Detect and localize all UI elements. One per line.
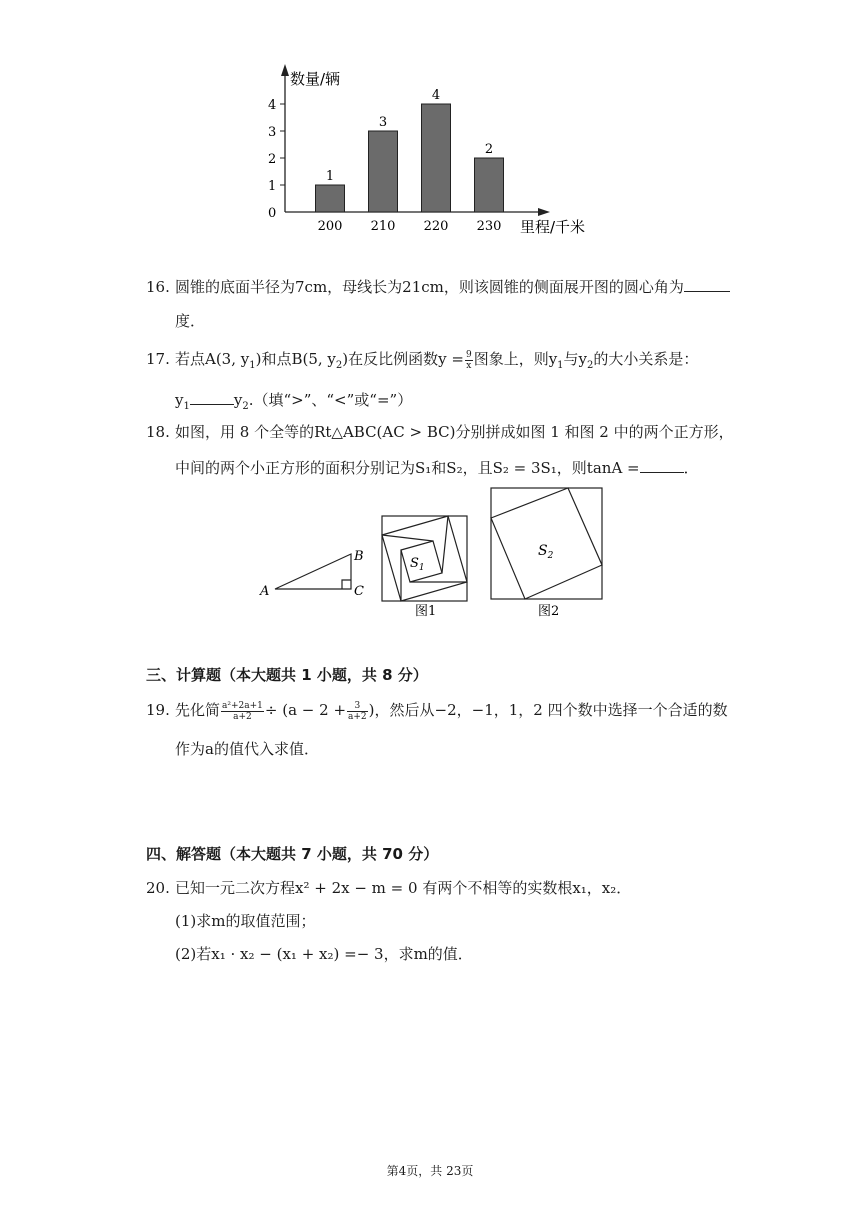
text-part: 图象上，则y (473, 350, 558, 368)
q18-figure (255, 484, 615, 624)
y-tick-label: 3 (268, 125, 277, 140)
section-4-title: 四、解答题（本大题共 7 小题，共 70 分） (146, 845, 439, 863)
x-tick-label-230: 230 (476, 219, 502, 234)
question-18 (146, 422, 734, 442)
question-16-line2: 度． (175, 312, 206, 330)
triangle-shape (275, 554, 351, 589)
y-tick-label: 1 (268, 179, 277, 194)
denominator: a+2 (233, 711, 252, 722)
data-label-230: 2 (484, 142, 494, 157)
label-c: C (354, 584, 364, 599)
y-tick-label: 2 (268, 152, 277, 167)
text-part: )和点B(5, y (255, 350, 336, 368)
figure-1 (382, 516, 467, 601)
question-20-part1: (1)求m的取值范围； (175, 912, 316, 930)
question-text: 如图，用 8 个全等的Rt△ABC(AC > BC)分别拼成如图 1 和图 2 中的两个正方形， (175, 423, 734, 441)
fraction (347, 701, 368, 722)
x-axis-label: 里程/千米 (520, 218, 586, 236)
question-20-part2: (2)若x₁ · x₂ − (x₁ + x₂) =− 3，求m的值． (175, 945, 473, 963)
x-tick-label-210: 210 (370, 219, 396, 234)
subscript: 1 (183, 401, 190, 412)
fraction (221, 701, 264, 722)
question-text: 已知一元二次方程x² + 2x − m = 0 有两个不相等的实数根x₁，x₂． (175, 879, 632, 897)
question-number: 19. (146, 701, 170, 719)
label-a: A (260, 584, 270, 599)
fig1-inner-square (382, 516, 467, 601)
x-tick-label-220: 220 (423, 219, 449, 234)
fig1-edge (382, 535, 433, 541)
s1-sub: 1 (418, 563, 425, 573)
text-part: .（填“>”、“<”或“=”） (248, 391, 413, 409)
question-19 (146, 700, 728, 722)
question-17-line2 (175, 390, 412, 417)
fig1-outer-square (382, 516, 467, 601)
question-text: 中间的两个小正方形的面积分别记为S₁和S₂，且S₂ = 3S₁，则tanA = (175, 459, 640, 477)
fraction (465, 350, 473, 371)
text-part: ． (683, 459, 699, 477)
numerator: 9 (465, 349, 472, 360)
label-s1 (410, 556, 425, 573)
data-label-200: 1 (325, 169, 335, 184)
x-tick-label-200: 200 (317, 219, 343, 234)
question-16 (146, 277, 730, 297)
data-label-210: 3 (378, 115, 388, 130)
subscript: 1 (249, 360, 256, 371)
bar-chart (250, 60, 610, 245)
question-18-line2 (175, 458, 699, 478)
s2-letter: S (538, 543, 548, 559)
caption-fig2: 图2 (538, 604, 560, 619)
triangle-abc (275, 554, 351, 589)
numerator: a²+2a+1 (222, 700, 263, 711)
question-number: 16. (146, 278, 170, 296)
y-tick-label: 0 (268, 206, 277, 221)
text-part: 与y (563, 350, 588, 368)
numerator: 3 (347, 701, 368, 712)
text-part: y (175, 391, 184, 409)
text-part: 的大小关系是： (593, 350, 699, 368)
label-b: B (354, 549, 364, 564)
text-part: 若点A(3, y (175, 350, 250, 368)
subscript: 1 (557, 360, 564, 371)
subscript: 2 (335, 360, 343, 371)
answer-blank (190, 390, 234, 405)
s2-sub: 2 (547, 551, 554, 561)
section-3-title: 三、计算题（本大题共 1 小题，共 8 分） (146, 666, 428, 684)
bar-210 (369, 131, 398, 212)
question-number: 18. (146, 423, 170, 441)
question-number: 20. (146, 879, 170, 897)
y-axis-arrow (281, 64, 289, 76)
text-part: )在反比例函数y = (342, 350, 464, 368)
data-label-220: 4 (431, 88, 441, 103)
y-axis-label: 数量/辆 (290, 70, 341, 88)
label-s2 (538, 543, 554, 561)
question-17 (146, 349, 698, 376)
text-part: 先化简 (175, 701, 221, 719)
text-part: ÷ (a − 2 + (264, 701, 347, 719)
x-axis-arrow (538, 208, 550, 216)
s1-letter: S (410, 556, 419, 571)
denominator: x (466, 360, 472, 371)
text-part: y (233, 391, 243, 409)
y-tick-label: 4 (268, 98, 277, 113)
denominator: a+2 (348, 711, 367, 722)
fig1-edge (442, 516, 448, 573)
question-number: 17. (146, 350, 170, 368)
right-angle-mark (342, 580, 351, 589)
bar-230 (475, 158, 504, 212)
bar-220 (422, 104, 451, 212)
question-19-line2: 作为a的值代入求值． (175, 740, 319, 758)
subscript: 2 (242, 401, 249, 412)
answer-blank (640, 458, 684, 473)
fig1-center-square (401, 541, 442, 582)
answer-blank (684, 277, 730, 292)
text-part: )，然后从−2，−1，1，2 四个数中选择一个合适的数 (368, 701, 728, 719)
page-footer: 第4页，共 23页 (386, 1164, 474, 1178)
chart-root (268, 64, 585, 236)
bar-200 (316, 185, 345, 212)
subscript: 2 (587, 360, 594, 371)
question-20 (146, 878, 631, 898)
question-text: 圆锥的底面半径为7cm，母线长为21cm，则该圆锥的侧面展开图的圆心角为 (175, 278, 684, 296)
caption-fig1: 图1 (415, 604, 437, 619)
